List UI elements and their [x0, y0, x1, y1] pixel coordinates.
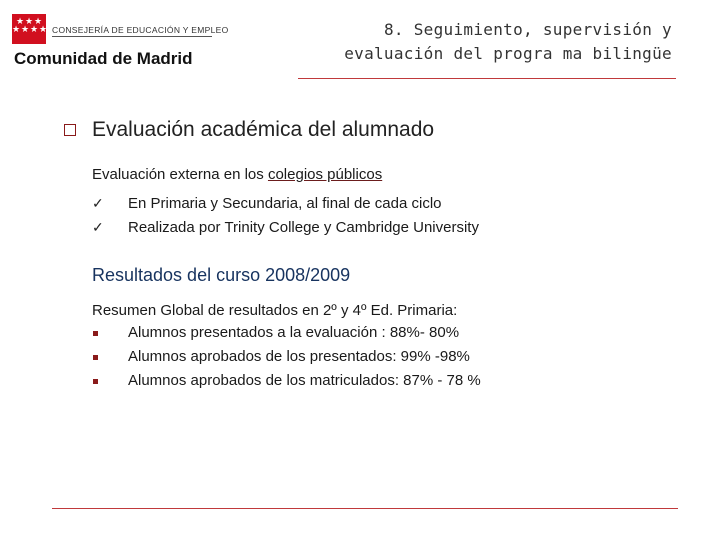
result-item: Alumnos aprobados de los matriculados: 87% - 78 %	[128, 372, 481, 389]
slide-title-line-2: evaluación del progra ma bilingüe	[344, 44, 672, 63]
intro-text: Evaluación externa en los	[92, 166, 268, 183]
slide-title	[252, 18, 672, 66]
results-summary: Resumen Global de resultados en 2º y 4º Ed. Primaria:	[92, 302, 458, 319]
result-item: Alumnos aprobados de los presentados: 99% -98%	[128, 348, 470, 365]
intro-line	[92, 166, 382, 183]
check-item: Realizada por Trinity College y Cambridge University	[128, 219, 479, 236]
checkmark-icon: ✓	[92, 219, 104, 235]
hollow-square-bullet-icon	[64, 124, 76, 136]
footer-rule	[52, 508, 678, 509]
logo-name: Comunidad de Madrid	[14, 49, 193, 68]
public-schools-link[interactable]: colegios públicos	[267, 166, 383, 183]
result-item: Alumnos presentados a la evaluación : 88%- 80%	[128, 324, 460, 341]
logo-subtitle: CONSEJERÍA DE EDUCACIÓN Y EMPLEO	[52, 25, 229, 35]
logo-divider	[52, 36, 212, 37]
checkmark-icon: ✓	[92, 195, 104, 211]
square-bullet-icon	[93, 331, 98, 336]
section-heading: Evaluación académica del alumnado	[92, 118, 435, 141]
title-rule	[298, 78, 676, 79]
slide-title-line-1: 8. Seguimiento, supervisión y	[383, 20, 672, 39]
check-item: En Primaria y Secundaria, al final de cada ciclo	[128, 195, 442, 212]
results-heading: Resultados del curso 2008/2009	[92, 265, 351, 285]
madrid-flag-logo: ★ ★ ★ ★ ★ ★ ★	[12, 14, 46, 44]
square-bullet-icon	[93, 379, 98, 384]
square-bullet-icon	[93, 355, 98, 360]
